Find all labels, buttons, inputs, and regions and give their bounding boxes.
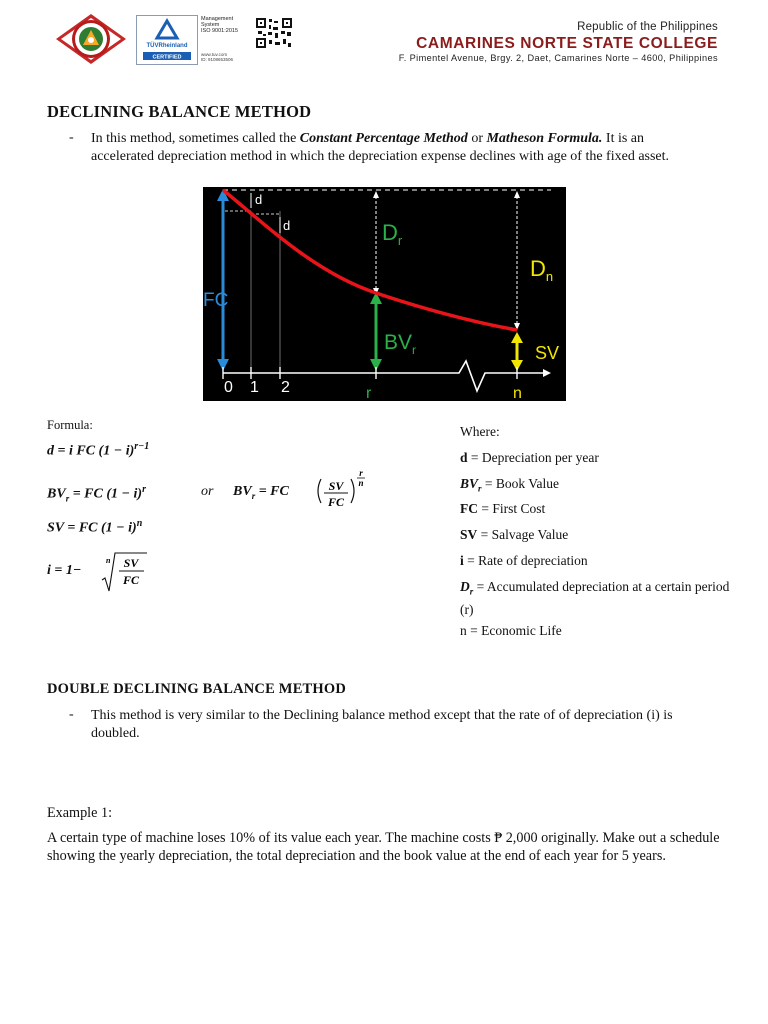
page-header <box>0 0 768 75</box>
formula-or: or <box>201 484 214 499</box>
tuv-certified-text: CERTIFIED <box>152 54 182 61</box>
formula-bvr: $BV_r$ = FC $(1 - i)^r$ <box>47 484 146 504</box>
where-item-fc: FC = First Cost <box>460 501 546 516</box>
sv-label: SV <box>535 343 560 363</box>
d1-label: d <box>255 192 263 207</box>
tuv-certification-logo <box>136 15 198 65</box>
qr-code-icon <box>255 17 293 49</box>
tick-0: 0 <box>224 379 233 396</box>
section-title-double-declining: DOUBLE DECLINING BALANCE METHOD <box>47 681 347 697</box>
where-item-n: n = Economic Life <box>460 623 562 638</box>
intro-emphasis: Matheson Formula. <box>486 131 603 146</box>
cert-small-line: ID: 9108653506 <box>201 57 234 62</box>
svg-text:n: n <box>358 478 364 488</box>
svg-text:n: n <box>106 556 111 565</box>
tick-n: n <box>513 385 522 401</box>
cert-line: System <box>201 22 220 28</box>
formula-sv: SV = FC $(1 - i)^n$ <box>47 518 143 536</box>
college-name: CAMARINES NORTE STATE COLLEGE <box>416 35 718 52</box>
where-item-i: i = Rate of depreciation <box>460 553 588 568</box>
bvr-label: $BV_r$ <box>384 331 417 357</box>
svg-text:SV: SV <box>123 556 139 570</box>
republic-text: Republic of the Philippines <box>577 21 718 33</box>
svg-text:FC: FC <box>122 573 140 587</box>
bullet-dash: - <box>69 130 74 145</box>
svg-text:FC: FC <box>327 495 345 509</box>
formula-bvr-fraction <box>315 469 367 513</box>
d2-label: d <box>283 218 291 233</box>
cert-line: ISO 9001:2015 <box>201 28 239 34</box>
formula-bvr-alt: $BV_r$ = FC <box>233 484 289 501</box>
example-title: Example 1: <box>47 805 113 821</box>
where-item-bvr: $BV_r$ = Book Value <box>460 476 560 494</box>
dn-label: $D_n$ <box>530 256 554 284</box>
college-seal-icon <box>55 13 127 65</box>
svg-text:SV: SV <box>328 479 344 493</box>
dr-label: $D_r$ <box>382 220 403 248</box>
cert-info <box>201 16 238 34</box>
declining-intro <box>91 130 706 166</box>
formula-d: d = i FC $(1 - i)^{r-1}$ <box>47 441 150 459</box>
tuv-text: TÜVRheinland <box>146 43 188 49</box>
intro-text: or <box>467 131 487 146</box>
formula-i-root <box>100 550 148 594</box>
intro-text: It is an accelerated depreciation method in which the depreciation expense declines with age of the fixed asset. <box>91 131 670 164</box>
tick-2: 2 <box>281 379 290 396</box>
section-title-declining: DECLINING BALANCE METHOD <box>47 102 312 121</box>
cert-small-line: www.tuv.com <box>201 52 228 57</box>
where-title: Where: <box>460 424 500 439</box>
intro-emphasis: Constant Percentage Method <box>299 131 468 146</box>
fc-label: FC <box>203 290 229 311</box>
where-item-sv: SV = Salvage Value <box>460 527 569 542</box>
intro-text: In this method, sometimes called the <box>91 131 300 146</box>
bullet-dash: - <box>69 707 74 722</box>
formula-label: Formula: <box>47 418 93 432</box>
double-declining-text: This method is very similar to the Declining balance method except that the rate of of depreciation (i) is doubled. <box>91 708 673 741</box>
svg-text:r: r <box>359 469 363 478</box>
example-text: A certain type of machine loses 10% of its value each year. The machine costs ₱ 2,000 originally. Make out a schedule showing the yearly depreciation, the total depreciation and the book value at the end of each year for 5 years. <box>47 830 720 864</box>
tick-1: 1 <box>250 379 259 396</box>
tick-r: r <box>366 385 372 401</box>
where-item-d: d = Depreciation per year <box>460 450 599 465</box>
where-item-dr: $D_r$ = Accumulated depreciation at a certain period (r) <box>460 579 730 617</box>
declining-balance-diagram <box>203 187 566 401</box>
formula-i: i = 1− <box>47 563 82 578</box>
cert-line: Management <box>201 16 234 22</box>
college-address: F. Pimentel Avenue, Brgy. 2, Daet, Camarines Norte – 4600, Philippines <box>398 53 718 63</box>
cert-small-info <box>201 52 233 62</box>
